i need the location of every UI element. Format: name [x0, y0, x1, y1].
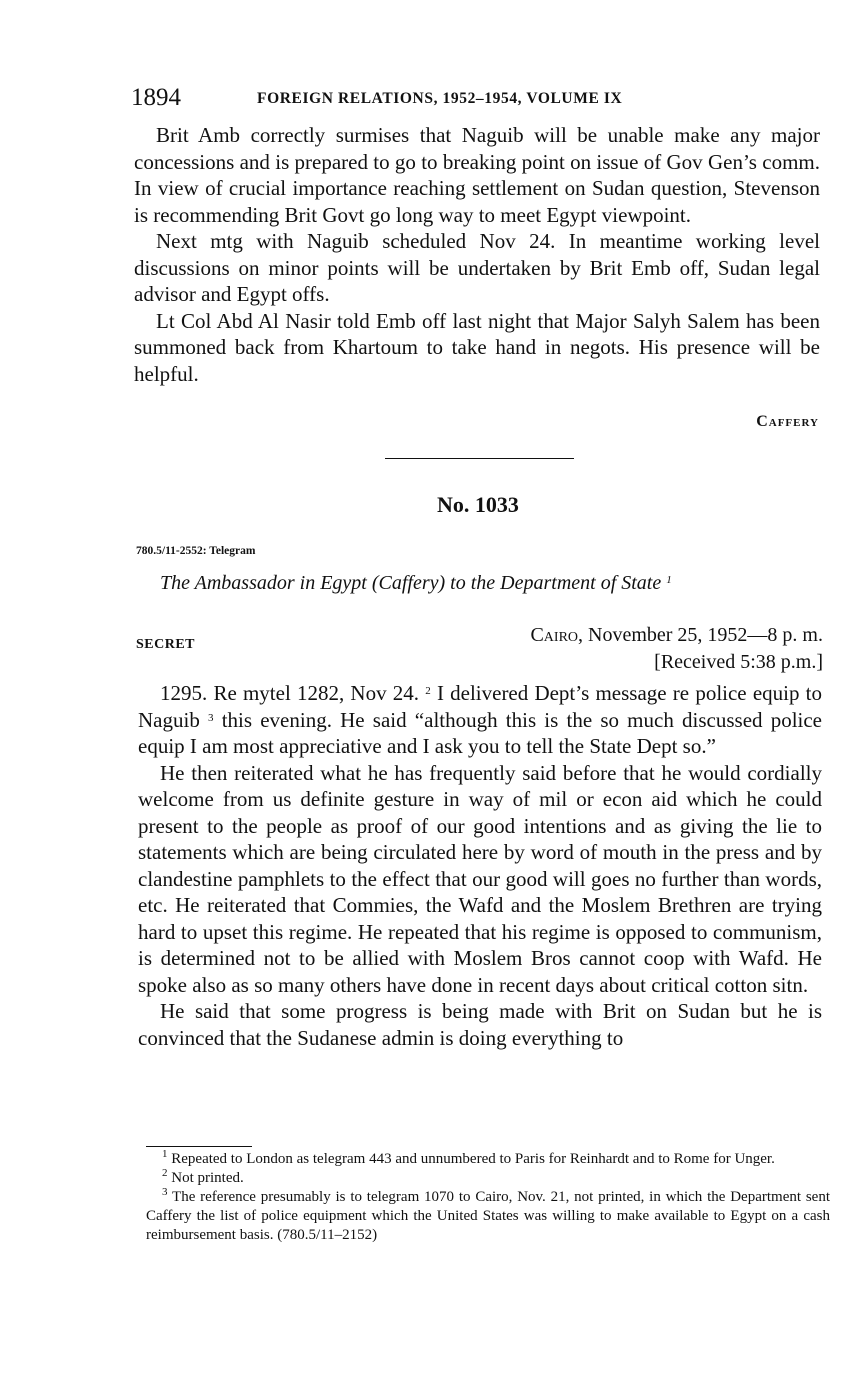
footnote	[146, 1150, 830, 1169]
footnote-text: The reference presumably is to telegram 1070 to Cairo, Nov. 21, not printed, in which the Department sent Caffery the list of police equipment which the United States was willing to make available to Egypt on a cash reimbursement basis. (780.5/11–2152)	[146, 1189, 830, 1243]
paragraph	[138, 680, 822, 760]
text-run: I delivered Dept’s message re police equip to Naguib	[138, 681, 823, 732]
footnote-ref: 1	[666, 574, 672, 586]
signature: Caffery	[756, 413, 819, 430]
paragraph: He said that some progress is being made with Brit on Sudan but he is convinced that the Sudanese admin is doing everything to	[138, 999, 822, 1050]
running-title: FOREIGN RELATIONS, 1952–1954, VOLUME IX	[257, 90, 623, 107]
text-run: this evening. He said “although this is the so much discussed police equip I am most appreciative and I ask you to tell the State Dept so.”	[138, 707, 823, 758]
paragraph: He then reiterated what he has frequently said before that he would cordially welcome from us definite gesture in way of mil or econ aid which he could present to the people as proof of our good intentions and as giving the lie to statements which are being circulated here by word of mouth in the press and by clandestine pamphlets to the effect that our good will goes no further than words, etc. He reiterated that Commies, the Wafd and the Moslem Brethren are trying hard to upset this regime. He repeated that his regime is opposed to communism, is determined not to be allied with Moslem Bros cannot coop with Wafd. He spoke also as so many others have done in recent days about critical cotton sitn.	[138, 760, 822, 997]
footnote	[146, 1188, 830, 1245]
footnote-ref: 3	[208, 711, 214, 724]
document-number: No. 1033	[437, 492, 519, 517]
paragraph: Brit Amb correctly surmises that Naguib will be unable make any major concessions and is prepared to go to breaking point on issue of Gov Gen’s comm. In view of crucial importance reaching settlement on Sudan question, Stevenson is recommending Brit Govt go long way to meet Egypt viewpoint.	[134, 123, 820, 227]
document-title-text: The Ambassador in Egypt (Caffery) to the Department of State	[160, 572, 662, 594]
page-header	[131, 84, 731, 116]
paragraph: Lt Col Abd Al Nasir told Emb off last night that Major Salyh Salem has been summoned back from Khartoum to take hand in negots. His presence will be helpful.	[134, 308, 820, 386]
footnote-text: Not printed.	[167, 1170, 244, 1186]
footnote-ref: 2	[425, 685, 431, 697]
footnote-marker: 2	[162, 1167, 168, 1179]
dateline	[530, 622, 823, 676]
page-number: 1894	[131, 84, 181, 111]
text-run: 1295. Re mytel 1282, Nov 24.	[160, 681, 420, 705]
footnote-text: Repeated to London as telegram 443 and unnumbered to Paris for Reinhardt and to Rome for Unger.	[167, 1151, 775, 1167]
received-time: [Received 5:38 p.m.]	[654, 651, 823, 673]
section-divider	[385, 458, 574, 459]
footnote-marker: 1	[162, 1148, 168, 1160]
file-reference: 780.5/11-2552: Telegram	[136, 545, 256, 557]
document-title	[160, 572, 672, 595]
footnotes	[146, 1150, 830, 1245]
footnote-divider	[146, 1146, 252, 1147]
classification-label: SECRET	[136, 637, 196, 652]
paragraph: Next mtg with Naguib scheduled Nov 24. In meantime working level discussions on minor points will be undertaken by Brit Emb off, Sudan legal advisor and Egypt offs.	[134, 229, 820, 306]
previous-document-text	[134, 122, 820, 387]
dateline-date: , November 25, 1952—8 p. m.	[578, 624, 823, 646]
dateline-place: Cairo	[530, 624, 579, 646]
footnote	[146, 1169, 830, 1188]
footnote-marker: 3	[162, 1186, 168, 1198]
telegram-body	[138, 680, 822, 1051]
